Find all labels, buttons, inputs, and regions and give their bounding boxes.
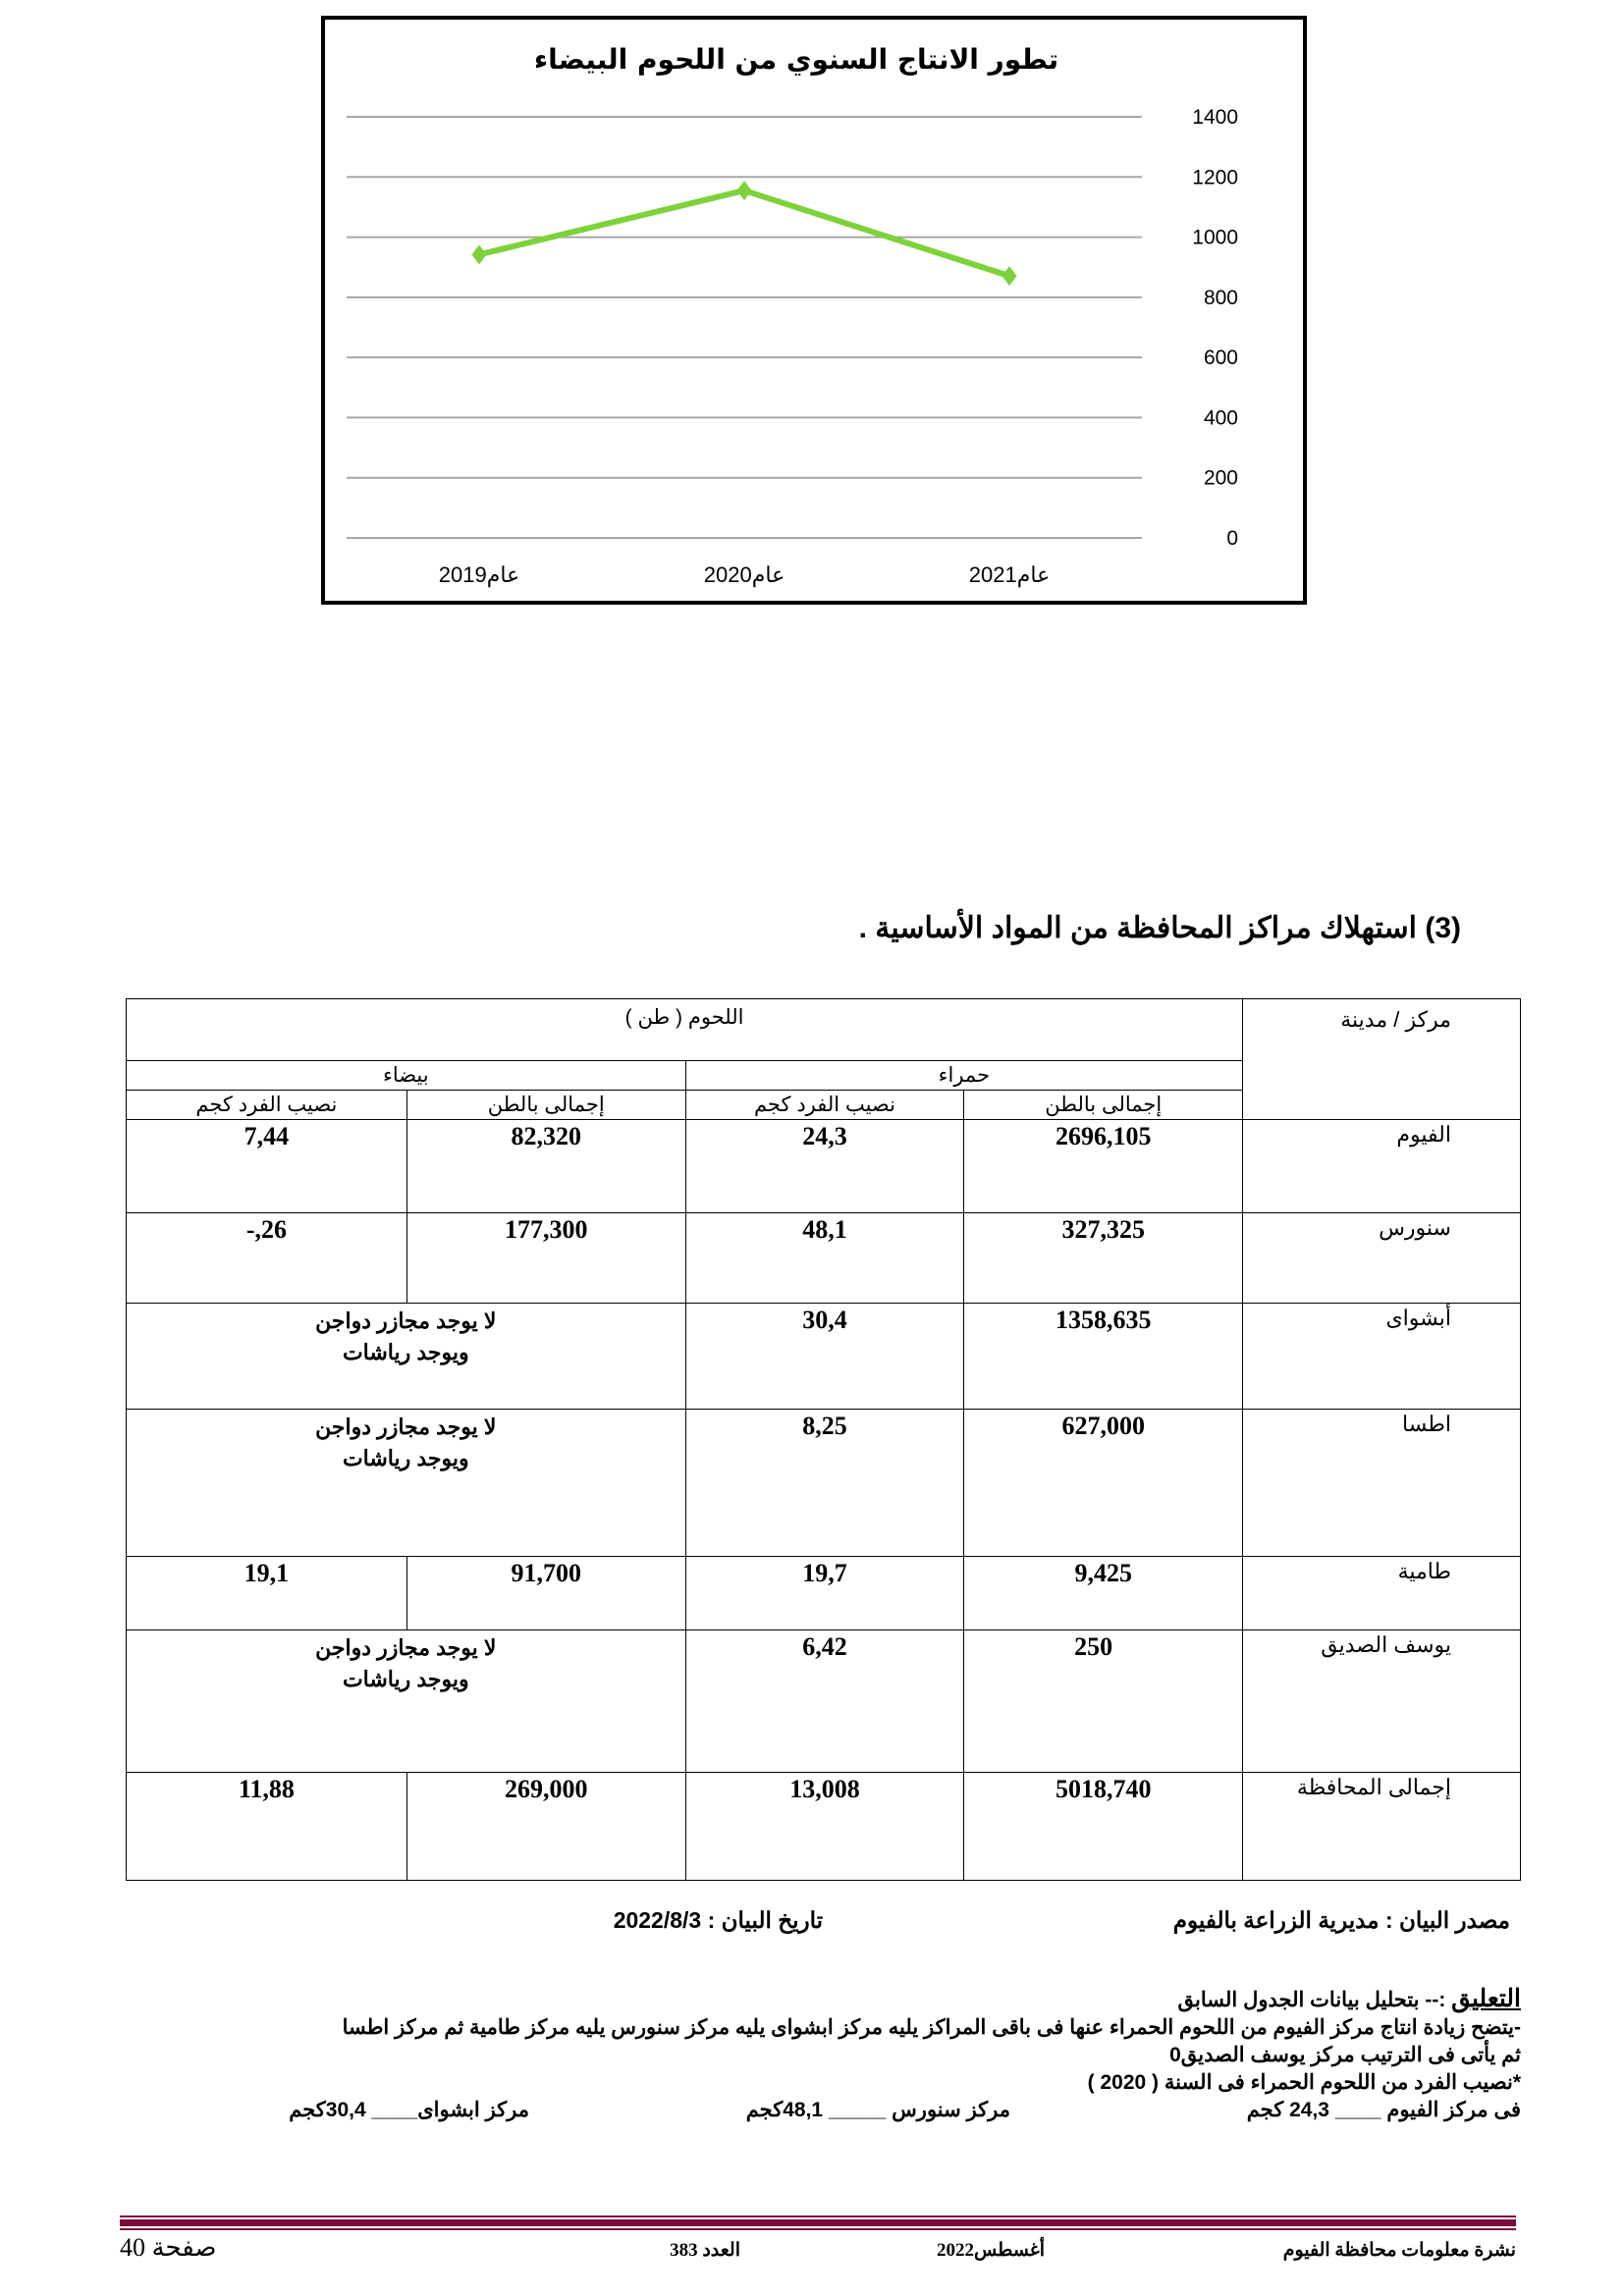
cell-red-total: 250ِ xyxy=(964,1630,1243,1773)
cell-red-per-capita: 24,3 xyxy=(685,1120,964,1213)
y-tick-label: 600 xyxy=(1203,347,1238,370)
data-point-marker xyxy=(472,244,487,264)
x-axis-ticks xyxy=(439,562,1050,588)
table-row xyxy=(127,1410,1521,1557)
date-text: تاريخ البيان : 2022/8/3 xyxy=(613,1907,823,1933)
y-tick-label: 1000 xyxy=(1192,226,1238,249)
table-row xyxy=(127,1213,1521,1304)
cell-red-total: 9,425 xyxy=(964,1557,1243,1630)
cell-red-total: 2696,105 xyxy=(964,1120,1243,1213)
cell-red-per-capita: 6,42 xyxy=(685,1630,964,1773)
line-chart xyxy=(321,16,1307,605)
table-row xyxy=(127,1630,1521,1773)
cell-white-total: 82,320 xyxy=(406,1120,685,1213)
header-row-1 xyxy=(127,999,1521,1061)
footer-page-number: صفحة 40 xyxy=(120,2233,217,2262)
row-center-name: طامية xyxy=(1243,1557,1521,1630)
cell-white-total: 177,300 xyxy=(406,1213,685,1304)
comment-line-3: *نصيب الفرد من اللحوم الحمراء فى السنة ( 2020 ) xyxy=(1087,2071,1521,2094)
cell-red-total: 627,000 xyxy=(964,1410,1243,1557)
per-capita-ibshaway: مركز ابشواى____ 30,4كجم xyxy=(289,2099,529,2121)
note-line: لا يوجد مجازر دواجن xyxy=(315,1415,497,1439)
footer-month: أغسطس2022 xyxy=(937,2240,1045,2261)
cell-red-total: 5018,740 xyxy=(964,1773,1243,1881)
series-polyline xyxy=(479,190,1009,276)
cell-red-per-capita: 13,008 xyxy=(685,1773,964,1881)
comment-line-1: -يتضح زيادة انتاج مركز الفيوم من اللحوم الحمراء عنها فى باقى المراكز يليه مركز ابشواى يليه مركز سنورس يليه مركز طامية ثم مركز اطسا xyxy=(342,2016,1521,2039)
cell-red-per-capita: 19,7 xyxy=(685,1557,964,1630)
table-row xyxy=(127,1773,1521,1881)
table-row xyxy=(127,1304,1521,1410)
footer-publication: نشرة معلومات محافظة الفيوم xyxy=(1282,2240,1516,2261)
comment-lead: التعليق xyxy=(1451,1985,1521,2012)
cell-red-per-capita: 48,1 xyxy=(685,1213,964,1304)
data-point-marker xyxy=(737,181,752,200)
header-white: بيضاء xyxy=(127,1061,686,1091)
per-capita-line xyxy=(117,2097,1521,2126)
note-line: ويوجد رياشات xyxy=(342,1340,469,1364)
header-center: مركز / مدينة xyxy=(1243,999,1521,1120)
gridlines xyxy=(347,117,1142,538)
header-meat-group: اللحوم ( طن ) xyxy=(127,999,1243,1061)
y-tick-label: 1400 xyxy=(1192,106,1238,129)
y-tick-label: 200 xyxy=(1203,466,1238,490)
comment-heading xyxy=(117,1985,1521,2014)
note-line: لا يوجد مجازر دواجن xyxy=(315,1635,497,1660)
footer-issue: العدد 383 xyxy=(670,2240,740,2261)
consumption-table xyxy=(126,998,1521,1881)
cell-red-total: 327,325 xyxy=(964,1213,1243,1304)
row-center-name: سنورس xyxy=(1243,1213,1521,1304)
header-red: حمراء xyxy=(685,1061,1243,1091)
y-axis-ticks xyxy=(1192,106,1238,550)
header-red-total: إجمالى بالطن xyxy=(964,1091,1243,1120)
source-text: مصدر البيان : مديرية الزراعة بالفيوم xyxy=(1172,1907,1510,1933)
x-tick-label: عام2020 xyxy=(703,562,785,587)
table-row xyxy=(127,1120,1521,1213)
cell-red-per-capita: 30,4 xyxy=(685,1304,964,1410)
y-tick-label: 400 xyxy=(1203,406,1238,430)
footer-rule-thin-top xyxy=(120,2216,1516,2217)
data-point-marker xyxy=(1002,266,1017,286)
x-tick-label: عام2019 xyxy=(438,562,520,587)
per-capita-sinnuris: مركز سنورس _____ 48,1كجم xyxy=(745,2099,1010,2121)
y-tick-label: 1200 xyxy=(1192,166,1238,189)
header-white-per-capita: نصيب الفرد كجم xyxy=(127,1091,407,1120)
row-center-name: الفيوم xyxy=(1243,1120,1521,1213)
cell-white-note xyxy=(127,1630,686,1773)
comment-line-2: ثم يأتى فى الترتيب مركز يوسف الصديق0 xyxy=(1169,2044,1521,2066)
row-center-name: إجمالى المحافظة xyxy=(1243,1773,1521,1881)
cell-red-total: 1358,635 xyxy=(964,1304,1243,1410)
per-capita-fayoum: فى مركز الفيوم ____ 24,3 كجم xyxy=(1246,2099,1521,2121)
x-tick-label: عام2021 xyxy=(968,562,1051,587)
cell-white-per-capita: 11,88 xyxy=(127,1773,407,1881)
cell-white-total: 269,000 xyxy=(406,1773,685,1881)
cell-white-per-capita: 19,1 xyxy=(127,1557,407,1630)
header-red-per-capita: نصيب الفرد كجم xyxy=(685,1091,964,1120)
y-tick-label: 0 xyxy=(1226,527,1238,550)
chart-canvas xyxy=(325,20,1303,601)
header-white-total: إجمالى بالطن xyxy=(406,1091,685,1120)
cell-white-note xyxy=(127,1410,686,1557)
cell-white-per-capita: 7,44 xyxy=(127,1120,407,1213)
series-line xyxy=(472,181,1017,286)
cell-white-note xyxy=(127,1304,686,1410)
note-line: ويوجد رياشات xyxy=(342,1446,469,1470)
note-line: ويوجد رياشات xyxy=(342,1667,469,1691)
note-line: لا يوجد مجازر دواجن xyxy=(315,1308,497,1333)
comment-block xyxy=(117,1985,1521,2126)
y-tick-label: 800 xyxy=(1203,286,1238,309)
row-center-name: يوسف الصديق xyxy=(1243,1630,1521,1773)
table-row xyxy=(127,1557,1521,1630)
row-center-name: أبشواى xyxy=(1243,1304,1521,1410)
section-title: (3) استهلاك مراكز المحافظة من المواد الأساسية . xyxy=(858,912,1461,944)
footer-rule-thick xyxy=(120,2219,1516,2226)
chart-title: تطور الانتاج السنوي من اللحوم البيضاء xyxy=(533,43,1059,76)
cell-white-total: 91,700 xyxy=(406,1557,685,1630)
comment-lead-suffix: :-- بتحليل بيانات الجدول السابق xyxy=(1177,1989,1452,2011)
row-center-name: اطسا xyxy=(1243,1410,1521,1557)
footer-rule-thin-bottom xyxy=(120,2228,1516,2230)
cell-red-per-capita: 8,25 xyxy=(685,1410,964,1557)
cell-white-per-capita: 26,- xyxy=(127,1213,407,1304)
